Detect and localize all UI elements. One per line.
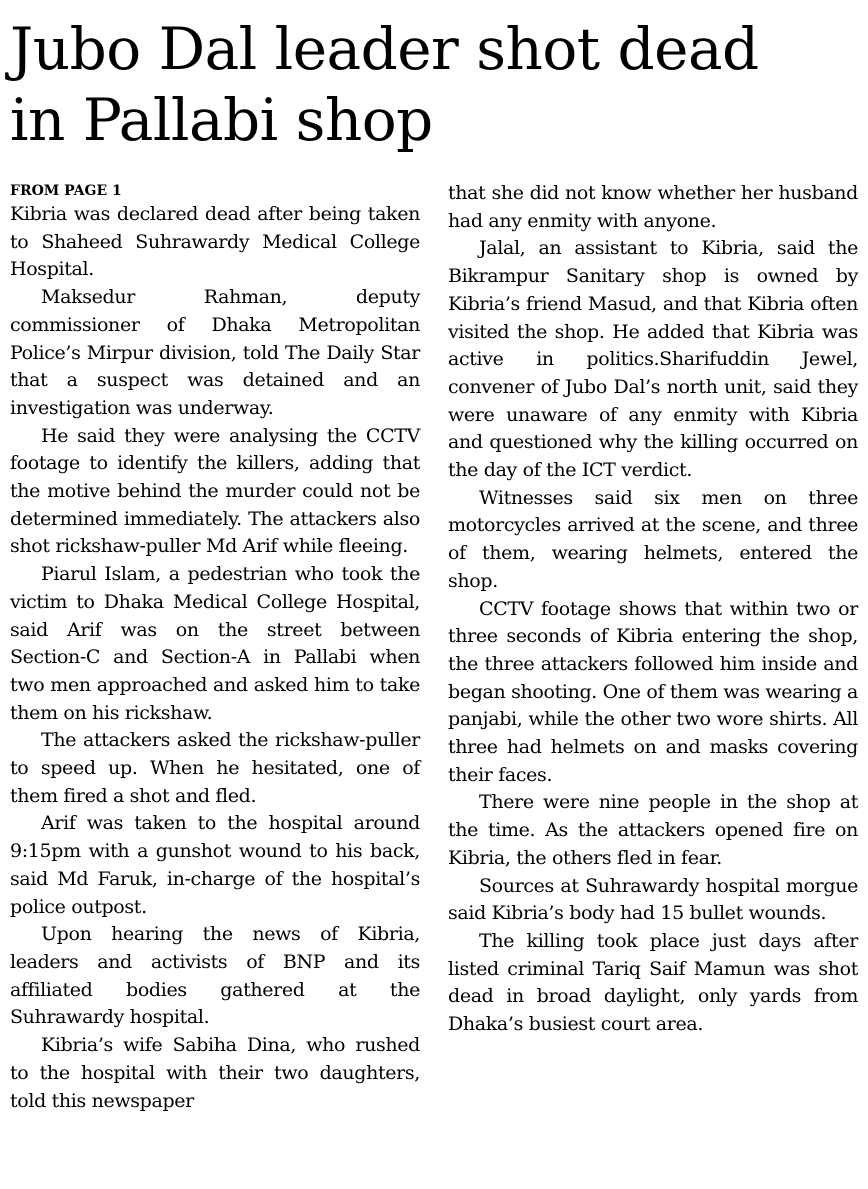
paragraph: The killing took place just days after listed criminal Tariq Saif Mamun was shot dead in broad daylight, only yards from Dhaka’s busiest court area.	[448, 929, 858, 1036]
paragraph: that she did not know whether her husband had any enmity with anyone.	[448, 182, 858, 232]
paragraph: CCTV footage shows that within two or three seconds of Kibria entering the shop, the three attackers followed him inside and began shooting. One of them was wearing a panjabi, while the other two wore shirts. All three had helmets on and masks covering their faces.	[448, 597, 858, 786]
paragraph: Jalal, an assistant to Kibria, said the Bikrampur Sanitary shop is owned by Kibria’s friend Masud, and that Kibria often visited the shop. He added that Kibria was active in politics.Sharifuddin Jewel, convener of Jubo Dal’s north unit, said they were unaware of any enmity with Kibria and questioned why the killing occurred on the day of the ICT verdict.	[448, 237, 858, 482]
paragraph: Sources at Suhrawardy hospital morgue said Kibria’s body had 15 bullet wounds.	[448, 874, 858, 925]
paragraph: Upon hearing the news of Kibria, leaders and activists of BNP and its affiliated bodies gathered at the Suhrawardy hospital.	[10, 923, 420, 1029]
paragraph: There were nine people in the shop at the time. As the attackers opened fire on Kibria, the others fled in fear.	[448, 791, 858, 869]
paragraph: Kibria’s wife Sabiha Dina, who rushed to the hospital with their two daughters, told this newspaper	[10, 1034, 420, 1112]
paragraph: Kibria was declared dead after being taken to Shaheed Suhrawardy Medical College Hospital.	[10, 203, 420, 281]
paragraph: Witnesses said six men on three motorcycles arrived at the scene, and three of them, wearing helmets, entered the shop.	[448, 486, 858, 592]
headline	[10, 14, 860, 156]
article-column-left	[10, 180, 420, 1115]
paragraph: He said they were analysing the CCTV footage to identify the killers, adding that the motive behind the murder could not be determined immediately. The attackers also shot rickshaw-puller Md Arif while fleeing.	[10, 424, 420, 558]
paragraph: Arif was taken to the hospital around 9:15pm with a gunshot wound to his back, said Md Faruk, in-charge of the hospital’s police outpost.	[10, 812, 420, 918]
continuation-kicker: FROM PAGE 1	[10, 183, 122, 199]
paragraph: The attackers asked the rickshaw-puller to speed up. When he hesitated, one of them fired a shot and fled.	[10, 729, 420, 807]
paragraph: Maksedur Rahman, deputy commissioner of Dhaka Metropolitan Police’s Mirpur division, told The Daily Star that a suspect was detained and an investigation was underway.	[10, 286, 420, 419]
article-column-right	[448, 180, 858, 1039]
headline-line-1: Jubo Dal leader shot dead	[10, 15, 759, 83]
paragraph: Piarul Islam, a pedestrian who took the victim to Dhaka Medical College Hospital, said Arif was on the street between Section-C and Section-A in Pallabi when two men approached and asked him to take them on his rickshaw.	[10, 563, 420, 724]
headline-line-2: in Pallabi shop	[10, 85, 433, 154]
